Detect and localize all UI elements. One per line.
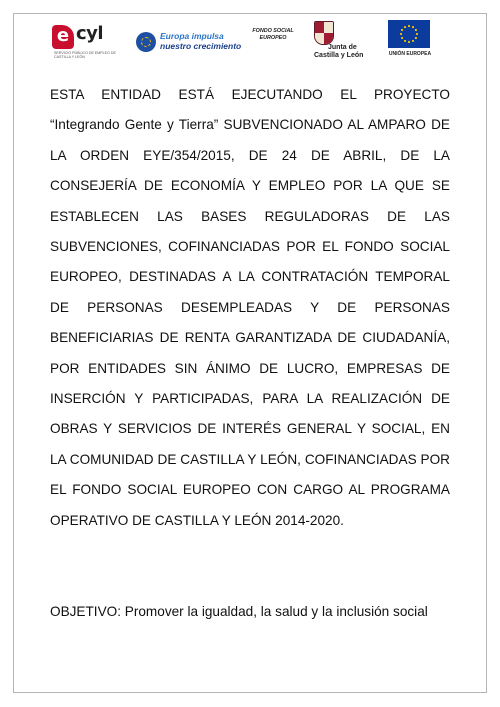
- europa-impulsa-line1: Europa impulsa: [160, 31, 224, 41]
- eu-star-icon: [415, 29, 417, 31]
- eu-star-icon: [401, 29, 403, 31]
- europa-impulsa-logo: [136, 30, 242, 60]
- eu-star-icon: [416, 33, 418, 35]
- eu-star-icon: [412, 26, 414, 28]
- eu-star-icon: [400, 33, 402, 35]
- eu-star-icon: [401, 37, 403, 39]
- project-statement: ESTA ENTIDAD ESTÁ EJECUTANDO EL PROYECTO “Integrando Gente y Tierra” SUBVENCIONADO AL AMPARO DE LA ORDEN EYE/354/2015, DE 24 DE ABRIL, DE LA CONSEJERÍA DE ECONOMÍA Y EMPLEO POR LA QUE SE ESTABLECEN LAS BASES REGULADORAS DE LAS SUBVENCIONES, COFINANCIADAS POR EL FONDO SOCIAL EUROPEO, DESTINADAS A LA CONTRATACIÓN TEMPORAL DE PERSONAS DESEMPLEADAS Y DE PERSONAS BENEFICIARIAS DE RENTA GARANTIZADA DE CIUDADANÍA, POR ENTIDADES SIN ÁNIMO DE LUCRO, EMPRESAS DE INSERCIÓN Y PARTICIPADAS, PARA LA REALIZACIÓN DE OBRAS Y SERVICIOS DE INTERÉS GENERAL Y SOCIAL, EN LA COMUNIDAD DE CASTILLA Y LEÓN, COFINANCIADAS POR EL FONDO SOCIAL EUROPEO CON CARGO AL PROGRAMA OPERATIVO DE CASTILLA Y LEÓN 2014-2020.: [50, 87, 450, 528]
- europa-impulsa-line2: nuestro crecimiento: [160, 41, 242, 51]
- europa-impulsa-text: [160, 31, 241, 51]
- fse-line1: FONDO SOCIAL: [252, 28, 294, 34]
- eu-star-icon: [404, 26, 406, 28]
- fse-line2: EUROPEO: [259, 35, 287, 41]
- junta-castilla-leon-logo: [312, 21, 372, 61]
- ecyl-logo-word: cyl: [76, 23, 104, 44]
- eu-star-icon: [408, 41, 410, 43]
- ecyl-logo-mark: e: [52, 25, 74, 49]
- eu-logo: [388, 20, 432, 62]
- ecyl-logo-subtitle: SERVICIO PÚBLICO DE EMPLEO DE CASTILLA Y LEÓN: [54, 51, 116, 59]
- fse-logo: [244, 28, 302, 70]
- logo-header: [30, 20, 470, 62]
- objective-statement: OBJETIVO: Promover la igualdad, la salud y la inclusión social: [50, 604, 428, 619]
- junta-line1: Junta de: [328, 44, 357, 51]
- eu-label: UNIÓN EUROPEA: [388, 51, 432, 57]
- eu-star-icon: [415, 37, 417, 39]
- junta-line2: Castilla y León: [314, 51, 364, 59]
- eu-flag-icon: [388, 20, 430, 48]
- eu-star-icon: [412, 40, 414, 42]
- europa-impulsa-emblem-icon: [136, 32, 156, 52]
- ecyl-logo: [52, 23, 126, 59]
- eu-star-icon: [404, 40, 406, 42]
- junta-text: [314, 44, 363, 59]
- eu-star-icon: [408, 25, 410, 27]
- castilla-leon-shield-icon: [314, 21, 334, 45]
